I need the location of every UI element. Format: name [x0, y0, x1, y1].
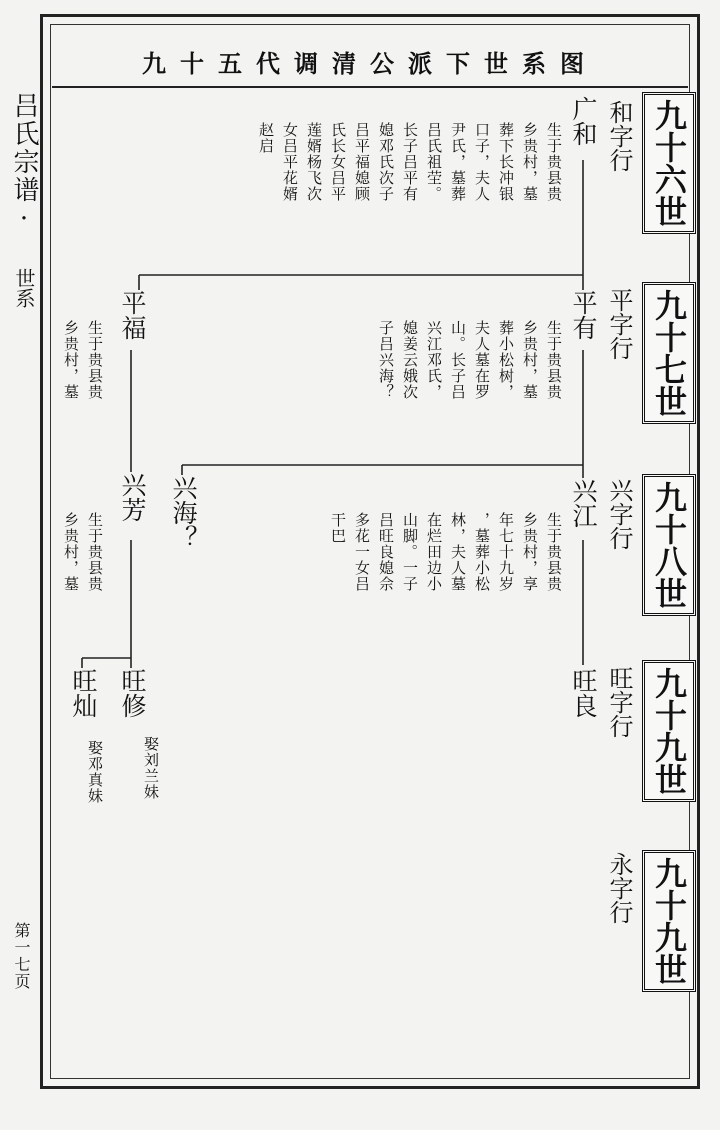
- bio-line: ，墓葬小松: [473, 512, 491, 592]
- bio-line: 生于贵县贵: [545, 320, 563, 400]
- bio-line: 媳姜云娥次: [401, 320, 419, 400]
- bio-line: 吕平福媳顾: [353, 122, 371, 202]
- bio-line: 干巴: [329, 512, 347, 544]
- zibei-99: 旺字行: [605, 666, 633, 738]
- bio-line: 莲婿杨飞次: [305, 122, 323, 202]
- bio-line: 乡贵村，墓: [521, 320, 539, 400]
- generation-label: 九十九世: [650, 857, 688, 985]
- bio-wangxiu: [143, 736, 159, 800]
- generation-label: 九十六世: [650, 99, 688, 227]
- bio-line: 女吕平花婿: [281, 122, 299, 202]
- person-name-xingjiang: 兴江: [569, 478, 598, 528]
- bio-line: 生于贵县贵: [86, 320, 104, 400]
- person-name-pingfu: 平福: [118, 290, 147, 340]
- bio-line: 乡贵村，墓: [62, 320, 80, 400]
- bio-xingjiang: [330, 512, 562, 592]
- bio-line: 乡贵村，墓: [62, 512, 80, 592]
- bio-line: 兴江邓氏，: [425, 320, 443, 400]
- bio-line: 吕旺良媳佘: [377, 512, 395, 592]
- zibei-98: 兴字行: [605, 478, 633, 550]
- person-name-wangxiu: 旺修: [118, 668, 147, 718]
- bio-line: 生于贵县贵: [86, 512, 104, 592]
- bio-line: 赵启: [257, 122, 275, 154]
- person-name-xinghai: 兴海？: [169, 475, 198, 550]
- bio-line: 生于贵县贵: [545, 512, 563, 592]
- page-number: 第一七页: [12, 922, 31, 990]
- generation-label: 九十七世: [650, 289, 688, 417]
- bio-pingyou: [378, 320, 562, 400]
- bio-line: 生于贵县贵: [545, 122, 563, 202]
- book-title: 吕氏宗谱·: [9, 92, 39, 236]
- bio-line: 葬小松树，: [497, 320, 515, 400]
- bio-line: 吕氏祖茔。: [425, 122, 443, 202]
- generation-label: 九十八世: [650, 481, 688, 609]
- section-label: 世系: [12, 268, 36, 308]
- person-name-guanghe: 广和: [569, 96, 598, 146]
- bio-line: 多花一女吕: [353, 512, 371, 592]
- zibei-96: 和字行: [605, 100, 633, 172]
- bio-line: 年七十九岁: [497, 512, 515, 592]
- bio-line: 山。长子吕: [449, 320, 467, 400]
- person-name-xingfang: 兴芳: [118, 472, 147, 522]
- bio-line: 娶刘兰妹: [142, 736, 160, 800]
- bio-line: 尹氏，墓葬: [449, 122, 467, 202]
- bio-line: 子吕兴海？: [377, 320, 395, 400]
- generation-label: 九十九世: [650, 667, 688, 795]
- zibei-97: 平字行: [605, 288, 633, 360]
- bio-xingfang: [63, 512, 103, 592]
- person-name-wangliang: 旺良: [569, 668, 598, 718]
- bio-line: 葬下长冲银: [497, 122, 515, 202]
- bio-line: 口子，夫人: [473, 122, 491, 202]
- bio-guanghe: [258, 122, 562, 202]
- person-name-wangcan: 旺灿: [69, 668, 98, 718]
- bio-line: 长子吕平有: [401, 122, 419, 202]
- bio-line: 林，夫人墓: [449, 512, 467, 592]
- bio-line: 在烂田边小: [425, 512, 443, 592]
- bio-line: 娶邓真妹: [86, 740, 104, 804]
- bio-line: 氏长女吕平: [329, 122, 347, 202]
- person-name-pingyou: 平有: [569, 290, 598, 340]
- page-title: 九十五代调清公派下世系图: [142, 49, 598, 78]
- bio-line: 媳邓氏次子: [377, 122, 395, 202]
- bio-pingfu: [63, 320, 103, 400]
- bio-wangcan: [87, 740, 103, 804]
- bio-line: 山脚。一子: [401, 512, 419, 592]
- bio-line: 夫人墓在罗: [473, 320, 491, 400]
- zibei-yong: 永字行: [605, 852, 633, 924]
- bio-line: 乡贵村，墓: [521, 122, 539, 202]
- bio-line: 乡贵村，享: [521, 512, 539, 592]
